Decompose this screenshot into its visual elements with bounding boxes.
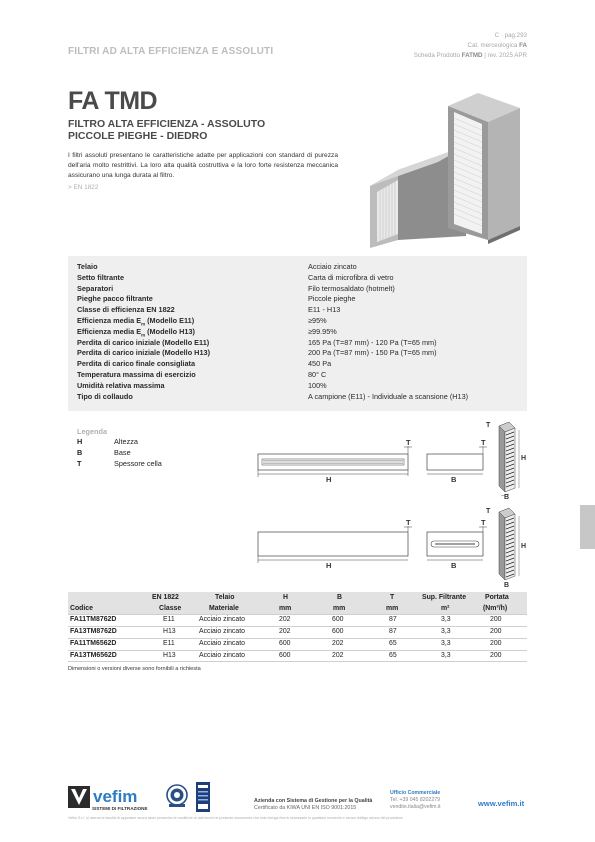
brand-name: vefim (93, 787, 138, 806)
table-header: Telaio (215, 594, 235, 601)
table-cell: H13 (163, 652, 176, 659)
table-cell: 3,3 (441, 628, 451, 635)
section-title: FILTRI AD ALTA EFFICIENZA E ASSOLUTI (68, 46, 274, 57)
vefim-logo (68, 785, 158, 812)
table-note: Dimensioni o versioni diverse sono fornibili a richiesta (68, 666, 201, 672)
dim-t-label: T (486, 422, 491, 429)
table-cell: E11 (163, 640, 175, 647)
table-cell: 200 (490, 652, 502, 659)
dimension-diagram-horizontal (255, 432, 495, 484)
spec-row: Separatori Filo termosaldato (hotmelt) (77, 283, 395, 293)
table-header: Materiale (209, 605, 239, 612)
product-image (370, 88, 535, 248)
product-description: I filtri assoluti presentano le caratteristiche adatte per applicazioni con standard di purezza dell'aria molto restrittivi. La loro alta qualità costruttiva e la loro forte resistenza meccanica assicurano una lunga durata al filtro. (68, 152, 338, 179)
dim-b-label: B (504, 494, 510, 500)
dim-h-label: H (326, 475, 332, 484)
table-cell: 200 (490, 640, 502, 647)
table-cell: 600 (332, 616, 344, 623)
table-cell: 202 (279, 628, 291, 635)
side-section-tab (580, 505, 595, 549)
table-header: mm (333, 605, 346, 612)
table-divider (68, 626, 527, 627)
sales-office: Ufficio Commerciale Tel. +39 045 8202279 vendite.italia@vefim.it (390, 790, 441, 810)
spec-row: Pieghe pacco filtrante Piccole pieghe (77, 294, 356, 304)
dim-b-label: B (451, 475, 457, 484)
table-divider (68, 614, 527, 615)
spec-row: Classe di efficienza EN 1822 E11 - H13 (77, 305, 341, 315)
quality-certification: Azienda con Sistema di Gestione per la Qualità Certificato da KIWA UNI EN ISO 9001:2015 (254, 798, 373, 811)
dim-t-label: T (481, 438, 486, 447)
spec-row: Telaio Acciaio zincato (77, 262, 357, 271)
table-header: B (337, 594, 342, 601)
table-header: m² (441, 605, 450, 612)
product-code: FA13TM8762D (70, 628, 117, 635)
category-line: Cat. merceologica FA (467, 42, 527, 49)
dim-t-label: T (406, 518, 411, 527)
dim-t-label: T (481, 518, 486, 527)
table-cell: 87 (389, 628, 397, 635)
table-cell: Acciaio zincato (199, 628, 245, 635)
norm-reference: > EN 1822 (68, 184, 99, 191)
dim-t-label: T (406, 438, 411, 447)
table-cell: 600 (332, 628, 344, 635)
table-cell: 87 (389, 616, 397, 623)
table-cell: 65 (389, 640, 397, 647)
table-cell: 600 (279, 652, 291, 659)
table-header: Classe (159, 605, 182, 612)
spec-row: Efficienza media $E_m$ (Modello E11) ≥95% (77, 316, 327, 327)
table-header: T (390, 594, 395, 601)
table-cell: 200 (490, 616, 502, 623)
table-cell: 202 (332, 652, 344, 659)
table-divider (68, 650, 527, 651)
kiwa-badge-icon (196, 782, 210, 812)
table-cell: 3,3 (441, 640, 451, 647)
email-link[interactable]: vendite.italia@vefim.it (390, 804, 441, 810)
legend-title: Legenda (77, 427, 108, 436)
spec-row: Umidità relativa massima 100% (77, 380, 327, 390)
table-divider (68, 661, 527, 662)
table-header: Portata (485, 594, 509, 601)
table-header: mm (386, 605, 399, 612)
table-cell: 202 (279, 616, 291, 623)
dimension-diagram-vertical (255, 518, 495, 570)
dim-b-label: B (504, 582, 510, 588)
spec-row: Setto filtrante Carta di microfibra di vetro (77, 272, 394, 282)
table-header: mm (279, 605, 292, 612)
specifications-table (68, 256, 527, 411)
brand-tagline: SISTEMI DI FILTRAZIONE (92, 806, 148, 811)
table-cell: 202 (332, 640, 344, 647)
table-cell: 600 (279, 640, 291, 647)
product-3d-vertical (485, 502, 530, 588)
table-cell: 65 (389, 652, 397, 659)
table-header: Codice (70, 605, 93, 612)
table-header: H (283, 594, 288, 601)
table-header: Sup. Filtrante (422, 594, 467, 601)
dim-t-label: T (486, 508, 491, 515)
product-code: FA13TM6562D (70, 652, 117, 659)
product-code: FA11TM6562D (70, 640, 117, 647)
table-cell: Acciaio zincato (199, 652, 245, 659)
spec-row: Tipo di collaudo A campione (E11) - Individuale a scansione (H13) (77, 391, 469, 401)
table-cell: Acciaio zincato (199, 640, 245, 647)
table-cell: 3,3 (441, 616, 451, 623)
disclaimer: Vefim S.r.l. si riserva la facoltà di apportare senza alcun preavviso le modifiche ai dati tecnici in presente documento che essi ritenga riterrà necessarie in qualsiasi momento e senza obbligo alcuno del produttore. (68, 816, 404, 820)
spec-row: Perdita di carico finale consigliata 450 Pa (77, 359, 332, 369)
table-header: (Nm³/h) (483, 605, 508, 612)
dim-b-label: B (451, 561, 457, 570)
table-cell: 200 (490, 628, 502, 635)
table-cell: Acciaio zincato (199, 616, 245, 623)
product-title: FA TMD (68, 87, 158, 115)
dim-h-label: H (521, 543, 527, 550)
spec-row: Perdita di carico iniziale (Modello H13) 200 Pa (T=87 mm) - 150 Pa (T=65 mm) (77, 348, 437, 358)
spec-row: Temperatura massima di esercizio 80° C (77, 370, 327, 379)
table-divider (68, 638, 527, 639)
table-cell: 3,3 (441, 652, 451, 659)
certification-seal-icon (166, 784, 188, 808)
table-cell: H13 (163, 628, 176, 635)
dim-h-label: H (326, 561, 332, 570)
product-3d-horizontal (485, 418, 530, 500)
product-subtitle: FILTRO ALTA EFFICIENZA - ASSOLUTO PICCOLE PIEGHE - DIEDRO (68, 118, 266, 142)
spec-row: Perdita di carico iniziale (Modello E11) 165 Pa (T=87 mm) - 120 Pa (T=65 mm) (77, 337, 437, 347)
spec-row: Efficienza media $E_m$ (Modello H13) ≥99.95% (77, 326, 337, 338)
page-number: C · pag.293 (494, 32, 527, 39)
website-link[interactable]: www.vefim.it (478, 799, 525, 808)
table-header: EN 1822 (152, 594, 179, 601)
sheet-line: Scheda Prodotto FATMD | rev. 2025 APR (413, 52, 527, 59)
page-meta (414, 31, 527, 61)
dim-h-label: H (521, 455, 527, 462)
product-code: FA11TM8762D (70, 616, 117, 623)
table-cell: E11 (163, 616, 175, 623)
